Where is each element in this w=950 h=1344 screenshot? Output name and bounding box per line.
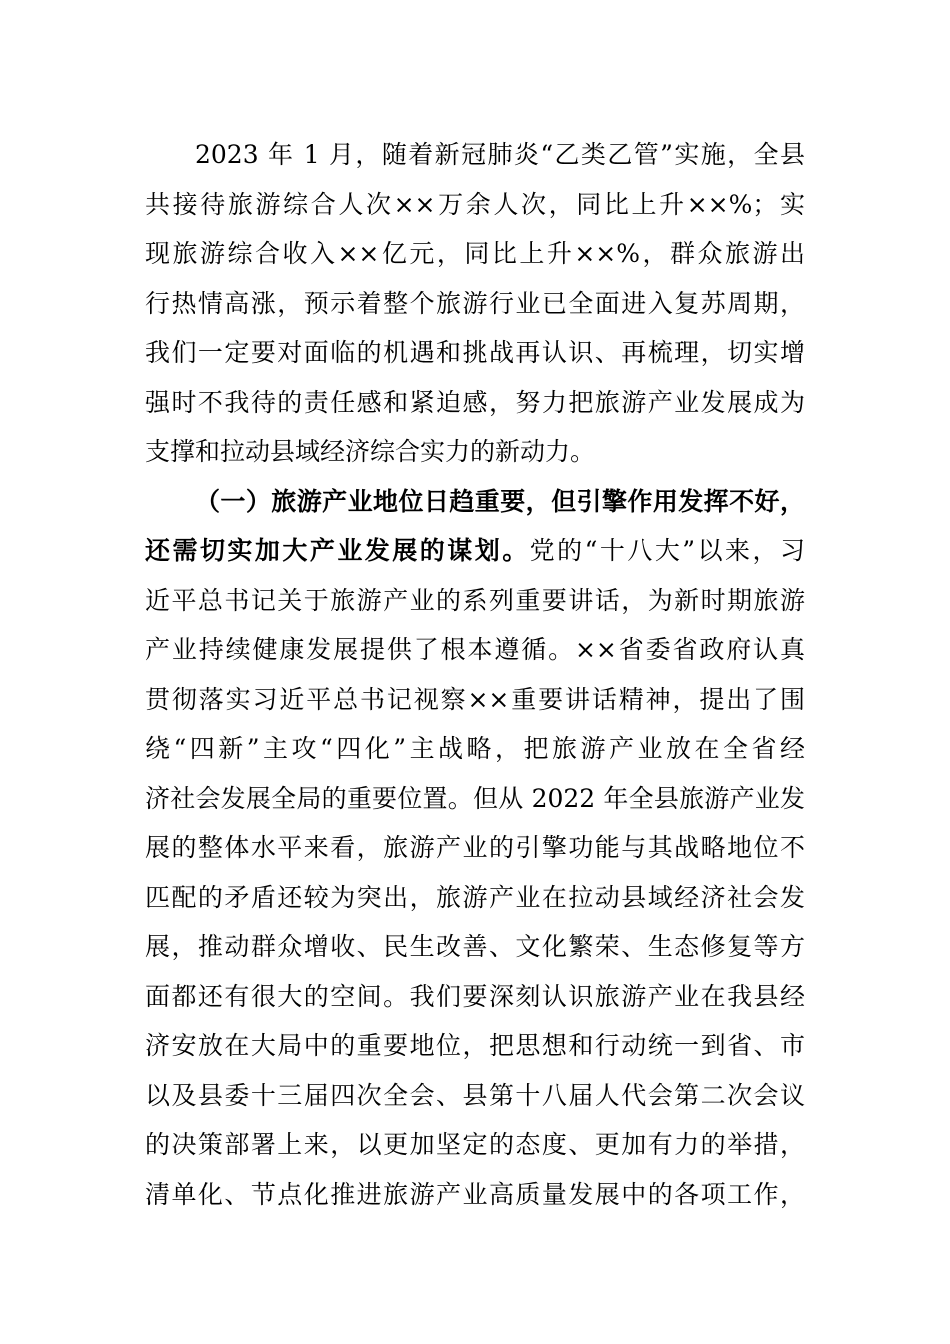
document-body	[145, 130, 805, 1219]
paragraph-line: 共接待旅游综合人次××万余人次，同比上升××%；实	[145, 189, 805, 219]
paragraph-line: 展，推动群众增收、民生改善、文化繁荣、生态修复等方	[145, 932, 805, 961]
paragraph-line: 绕“四新”主攻“四化”主战略，把旅游产业放在全省经	[145, 734, 805, 763]
paragraph-line: 清单化、节点化推进旅游产业高质量发展中的各项工作，	[145, 1179, 805, 1209]
paragraph-line: 济社会发展全局的重要位置。但从 2022 年全县旅游产业发	[145, 783, 805, 813]
paragraph-line: 以及县委十三届四次全会、县第十八届人代会第二次会议	[145, 1080, 805, 1110]
paragraph-line: 支撑和拉动县域经济综合实力的新动力。	[145, 437, 596, 466]
paragraph-line: 的决策部署上来，以更加坚定的态度、更加有力的举措，	[145, 1130, 805, 1159]
paragraph-line: 近平总书记关于旅游产业的系列重要讲话，为新时期旅游	[145, 585, 805, 615]
paragraph-line: 现旅游综合收入××亿元，同比上升××%，群众旅游出	[145, 239, 805, 268]
paragraph-1	[145, 130, 805, 477]
paragraph-line: 济安放在大局中的重要地位，把思想和行动统一到省、市	[145, 1031, 805, 1060]
section-heading-continuation: 还需切实加大产业发展的谋划。	[145, 536, 530, 565]
paragraph-line: 贯彻落实习近平总书记视察××重要讲话精神，提出了围	[145, 684, 805, 714]
paragraph-line: 面都还有很大的空间。我们要深刻认识旅游产业在我县经	[145, 981, 805, 1011]
paragraph-line: 匹配的矛盾还较为突出，旅游产业在拉动县域经济社会发	[145, 882, 805, 912]
paragraph-line: 产业持续健康发展提供了根本遵循。××省委省政府认真	[145, 635, 805, 664]
paragraph-line: 展的整体水平来看，旅游产业的引擎功能与其战略地位不	[145, 833, 805, 862]
paragraph-line: 强时不我待的责任感和紧迫感，努力把旅游产业发展成为	[145, 387, 805, 417]
section-heading: （一）旅游产业地位日趋重要，但引擎作用发挥不好，	[195, 486, 805, 516]
paragraph-2	[145, 477, 805, 1220]
paragraph-line: 行热情高涨，预示着整个旅游行业已全面进入复苏周期，	[145, 288, 805, 318]
paragraph-line: 我们一定要对面临的机遇和挑战再认识、再梳理，切实增	[145, 338, 805, 367]
paragraph-line	[145, 526, 805, 576]
paragraph-text: 党的“十八大”以来，习	[529, 536, 805, 565]
paragraph-line: 2023 年 1 月，随着新冠肺炎“乙类乙管”实施，全县	[195, 140, 805, 169]
